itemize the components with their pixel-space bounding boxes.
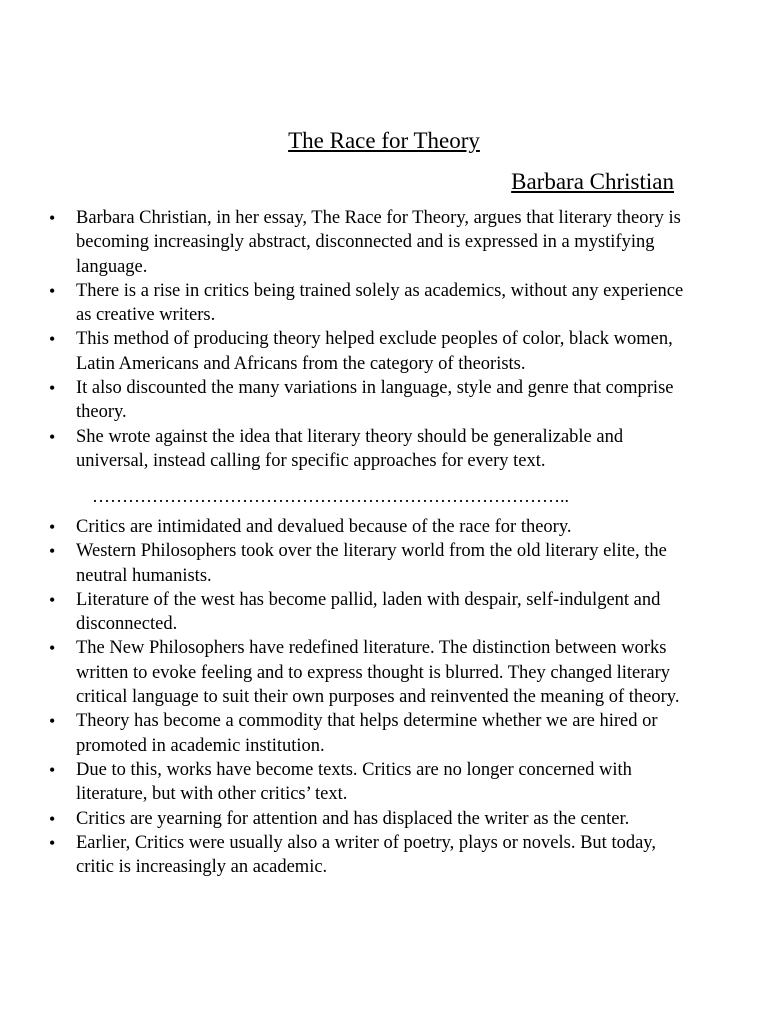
bullet-list-section-2 [0,515,768,879]
document-title: The Race for Theory [288,128,480,153]
bullet-item [0,758,768,807]
bullet-item [0,515,768,539]
bullet-text: Literature of the west has become pallid, laden with despair, self-indulgent and disconnected. [76,589,661,635]
bullet-icon: • [49,759,56,780]
bullet-icon: • [49,426,56,447]
bullet-text: Western Philosophers took over the literary world from the old literary elite, the neutral humanists. [76,541,667,586]
bullet-item [0,636,768,709]
bullet-text: Critics are intimidated and devalued because of the race for theory. [76,517,572,537]
bullet-icon: • [49,208,56,228]
bullet-icon: • [49,541,56,562]
dotted-divider: …………………………………………………………………….. [92,486,569,506]
bullet-item [0,539,768,588]
bullet-text: Theory has become a commodity that helps determine whether we are hired or promoted in academic institution. [76,711,658,756]
bullet-item [0,376,768,425]
bullet-text: The New Philosophers have redefined literature. The distinction between works written to evoke feeling and to express thought is blurred. They changed literary critical language to suit their own purposes and reinvented the meaning of theory. [76,638,680,708]
bullet-item [0,588,768,637]
bullet-list-section-1 [0,206,768,473]
bullet-item [0,327,768,376]
bullet-item [0,279,768,328]
bullet-item [0,831,768,880]
bullet-icon: • [49,329,56,350]
bullet-icon: • [49,517,56,537]
bullet-item [0,709,768,758]
bullet-text: This method of producing theory helped exclude peoples of color, black women, Latin Americans and Africans from the category of theorists. [76,329,673,374]
bullet-icon: • [49,832,56,853]
bullet-icon: • [49,638,56,659]
bullet-item [0,807,768,831]
bullet-text: Critics are yearning for attention and has displaced the writer as the center. [76,808,630,829]
bullet-text: Barbara Christian, in her essay, The Race for Theory, argues that literary theory is becoming increasingly abstract, disconnected and is expressed in a mystifying language. [76,208,681,277]
bullet-text: It also discounted the many variations in language, style and genre that comprise theory. [76,378,674,423]
bullet-icon: • [49,589,56,610]
bullet-text: There is a rise in critics being trained solely as academics, without any experience as creative writers. [76,280,684,326]
bullet-text: She wrote against the idea that literary theory should be generalizable and universal, instead calling for specific approaches for every text. [76,426,624,471]
bullet-text: Due to this, works have become texts. Critics are no longer concerned with literature, but with other critics’ text. [76,759,632,805]
bullet-text: Earlier, Critics were usually also a writer of poetry, plays or novels. But today, critic is increasingly an academic. [76,832,656,878]
bullet-icon: • [49,808,56,829]
bullet-item [0,206,768,279]
bullet-icon: • [49,711,56,732]
document-author: Barbara Christian [511,169,674,194]
bullet-icon: • [49,378,56,399]
bullet-item [0,425,768,474]
bullet-icon: • [49,280,56,301]
